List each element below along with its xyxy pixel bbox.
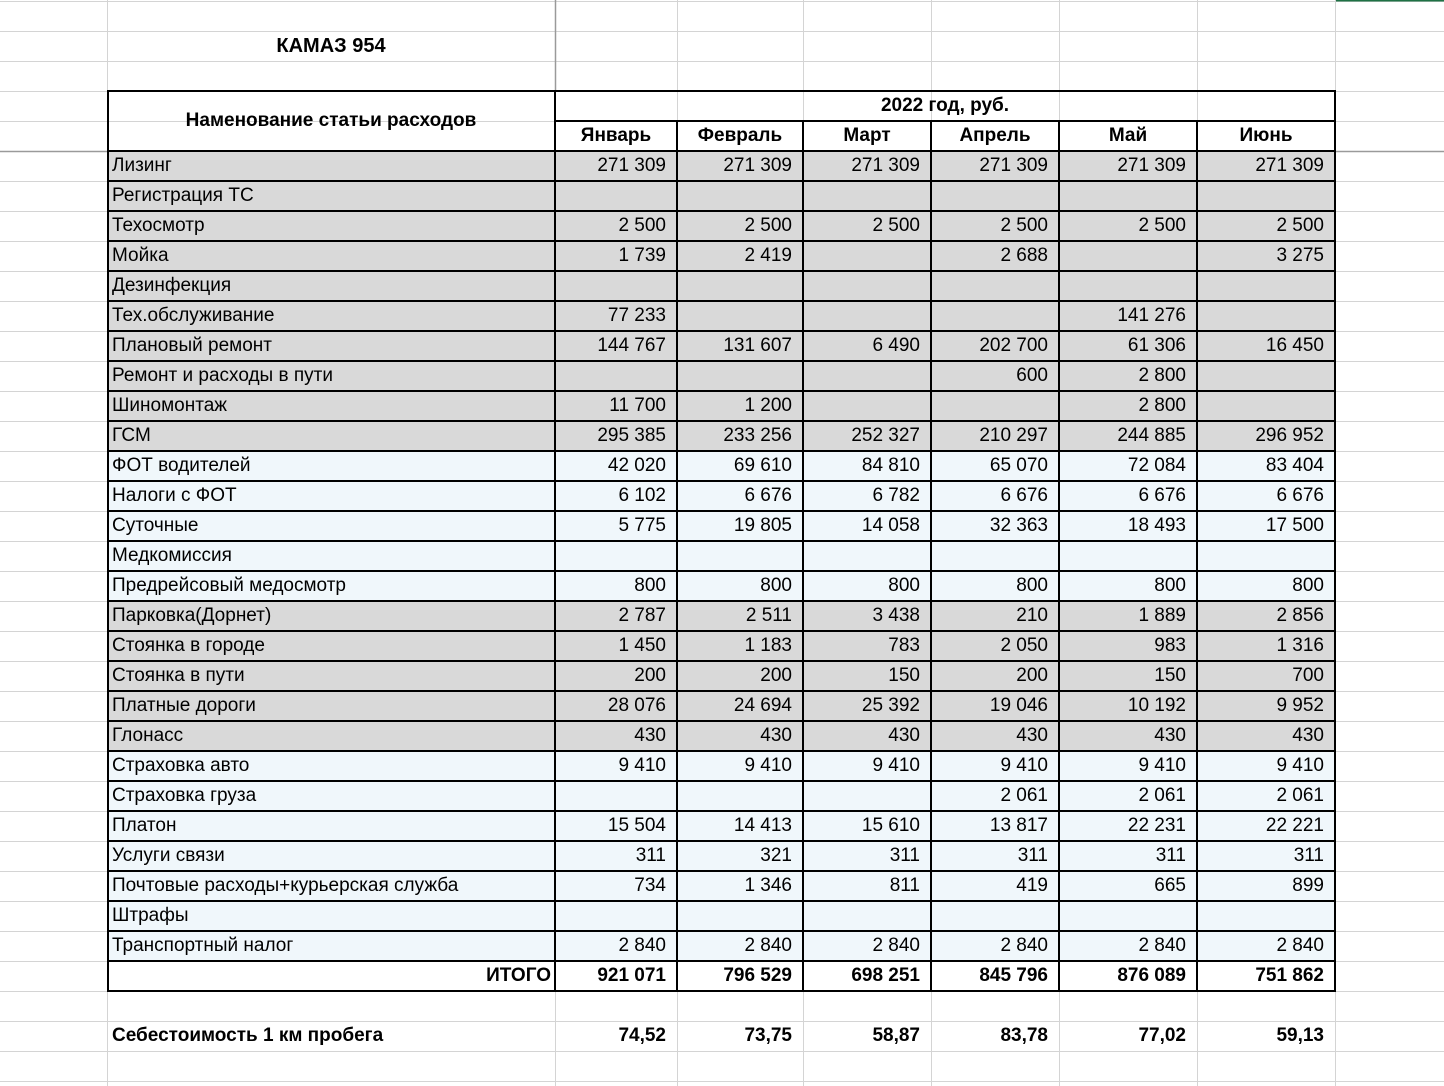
row-value[interactable]: 311	[1293, 845, 1324, 866]
row-value[interactable]: 200	[634, 665, 666, 686]
row-value[interactable]: 1 450	[618, 635, 666, 656]
row-value[interactable]	[1197, 391, 1335, 421]
row-value[interactable]: 22 231	[1127, 815, 1186, 836]
row-value[interactable]: 3 275	[1276, 245, 1324, 266]
row-value[interactable]: 141 276	[1117, 305, 1186, 326]
row-value[interactable]: 2 061	[1276, 785, 1324, 806]
row-label[interactable]: Услуги связи	[112, 845, 225, 866]
table-border-h	[107, 930, 1335, 932]
table-border-h	[107, 840, 1335, 842]
row-value[interactable]: 430	[634, 725, 666, 746]
row-value[interactable]: 2 800	[1138, 395, 1186, 416]
table-border-v	[802, 121, 804, 992]
row-label[interactable]: ФОТ водителей	[112, 455, 251, 476]
row-value[interactable]	[1059, 241, 1197, 271]
row-value[interactable]: 800	[1016, 575, 1048, 596]
row-value[interactable]: 2 500	[1000, 215, 1048, 236]
row-value[interactable]: 61 306	[1127, 335, 1186, 356]
row-value[interactable]	[677, 901, 803, 931]
table-border-h	[107, 540, 1335, 542]
row-value[interactable]: 200	[1016, 665, 1048, 686]
row-label[interactable]: Техосмотр	[112, 215, 205, 236]
row-label[interactable]: Суточные	[112, 515, 199, 536]
row-value[interactable]: 77 233	[607, 305, 666, 326]
row-value[interactable]: 210	[1016, 605, 1048, 626]
row-value[interactable]: 296 952	[1255, 425, 1324, 446]
row-value[interactable]: 600	[1016, 365, 1048, 386]
row-label[interactable]: Тех.обслуживание	[112, 305, 275, 326]
total-value[interactable]: 845 796	[979, 965, 1048, 986]
row-value[interactable]: 3 438	[872, 605, 920, 626]
table-border-h	[107, 510, 1335, 512]
row-value[interactable]: 430	[1292, 725, 1324, 746]
row-label[interactable]: Ремонт и расходы в пути	[112, 365, 333, 386]
table-border-h	[107, 180, 1335, 182]
row-value[interactable]	[555, 361, 677, 391]
row-value[interactable]: 19 046	[989, 695, 1048, 716]
row-value[interactable]: 32 363	[989, 515, 1048, 536]
row-value[interactable]	[677, 541, 803, 571]
table-border-v	[930, 121, 932, 992]
table-border-h	[107, 210, 1335, 212]
table-border-v	[554, 90, 556, 992]
header-month[interactable]: Июнь	[1239, 125, 1293, 146]
row-label[interactable]: Платные дороги	[112, 695, 256, 716]
row-value[interactable]: 800	[1154, 575, 1186, 596]
row-value[interactable]: 244 885	[1117, 425, 1186, 446]
table-border-h	[107, 780, 1335, 782]
header-item-name[interactable]: Наменование статьи расходов	[185, 110, 477, 131]
row-value[interactable]: 783	[888, 635, 920, 656]
row-value[interactable]: 24 694	[733, 695, 792, 716]
row-value[interactable]: 200	[760, 665, 792, 686]
row-label[interactable]: Медкомиссия	[112, 545, 232, 566]
table-border-h	[107, 990, 1335, 992]
row-value[interactable]: 13 817	[989, 815, 1048, 836]
row-value[interactable]: 6 102	[618, 485, 666, 506]
row-value[interactable]: 18 493	[1127, 515, 1186, 536]
row-value[interactable]: 2 419	[744, 245, 792, 266]
cost-per-km-value[interactable]: 73,75	[744, 1025, 792, 1046]
row-value[interactable]: 800	[760, 575, 792, 596]
row-value[interactable]	[1059, 541, 1197, 571]
row-value[interactable]	[1197, 271, 1335, 301]
row-value[interactable]: 2 840	[1000, 935, 1048, 956]
row-value[interactable]: 899	[1292, 875, 1324, 896]
table-border-v	[676, 121, 678, 992]
row-value[interactable]: 9 952	[1276, 695, 1324, 716]
row-label[interactable]: Предрейсовый медосмотр	[112, 575, 346, 596]
row-value[interactable]: 271 309	[1255, 155, 1324, 176]
row-value[interactable]: 2 856	[1276, 605, 1324, 626]
row-value[interactable]: 2 500	[1276, 215, 1324, 236]
row-value[interactable]	[1197, 901, 1335, 931]
total-value[interactable]: 751 862	[1255, 965, 1324, 986]
table-border-h	[107, 750, 1335, 752]
row-value[interactable]	[803, 241, 931, 271]
row-value[interactable]: 2 050	[1000, 635, 1048, 656]
table-border-h	[107, 240, 1335, 242]
table-border-h	[107, 660, 1335, 662]
row-value[interactable]: 800	[1292, 575, 1324, 596]
row-label[interactable]: Глонасс	[112, 725, 184, 746]
row-value[interactable]: 311	[1155, 845, 1186, 866]
row-value[interactable]: 271 309	[723, 155, 792, 176]
row-value[interactable]: 430	[760, 725, 792, 746]
table-border-h	[107, 300, 1335, 302]
row-value[interactable]	[803, 361, 931, 391]
row-value[interactable]	[803, 181, 931, 211]
row-value[interactable]: 9 410	[744, 755, 792, 776]
row-value[interactable]: 734	[634, 875, 666, 896]
row-label[interactable]: Транспортный налог	[112, 935, 294, 956]
table-border-v	[107, 90, 109, 992]
row-value[interactable]	[555, 781, 677, 811]
header-month[interactable]: Январь	[580, 125, 652, 146]
cost-per-km-value[interactable]: 83,78	[1000, 1025, 1048, 1046]
row-label[interactable]: Стоянка в городе	[112, 635, 265, 656]
row-label[interactable]: Плановый ремонт	[112, 335, 272, 356]
row-value[interactable]: 69 610	[733, 455, 792, 476]
row-value[interactable]	[1197, 541, 1335, 571]
row-value[interactable]: 419	[1016, 875, 1048, 896]
row-value[interactable]: 430	[888, 725, 920, 746]
row-value[interactable]: 311	[889, 845, 920, 866]
row-value[interactable]: 2 511	[745, 605, 792, 626]
row-value[interactable]: 14 413	[733, 815, 792, 836]
row-value[interactable]: 25 392	[861, 695, 920, 716]
total-value[interactable]: 796 529	[723, 965, 792, 986]
row-value[interactable]	[555, 541, 677, 571]
row-value[interactable]: 1 346	[744, 875, 792, 896]
row-value[interactable]: 2 840	[1276, 935, 1324, 956]
table-border-h	[107, 720, 1335, 722]
row-value[interactable]: 2 787	[618, 605, 666, 626]
row-value[interactable]: 84 810	[861, 455, 920, 476]
row-value[interactable]: 9 410	[872, 755, 920, 776]
table-border-v	[1058, 121, 1060, 992]
table-border-h	[107, 420, 1335, 422]
row-value[interactable]: 14 058	[861, 515, 920, 536]
row-value[interactable]: 2 800	[1138, 365, 1186, 386]
row-value[interactable]: 311	[635, 845, 666, 866]
row-value[interactable]: 2 500	[744, 215, 792, 236]
row-value[interactable]: 430	[1016, 725, 1048, 746]
row-value[interactable]: 271 309	[597, 155, 666, 176]
row-value[interactable]: 1 889	[1138, 605, 1186, 626]
row-value[interactable]	[677, 361, 803, 391]
row-label[interactable]: Страховка груза	[112, 785, 257, 806]
row-value[interactable]	[555, 181, 677, 211]
row-value[interactable]: 311	[1017, 845, 1048, 866]
row-label[interactable]: Парковка(Дорнет)	[112, 605, 272, 626]
table-border-h	[107, 330, 1335, 332]
row-value[interactable]: 6 490	[872, 335, 920, 356]
cost-per-km-value[interactable]: 74,52	[618, 1025, 666, 1046]
row-value[interactable]: 1 739	[618, 245, 666, 266]
row-value[interactable]: 9 410	[1276, 755, 1324, 776]
table-border-h	[107, 600, 1335, 602]
row-label[interactable]: Страховка авто	[112, 755, 250, 776]
table-border-v	[1196, 121, 1198, 992]
row-value[interactable]	[677, 301, 803, 331]
row-value[interactable]: 233 256	[723, 425, 792, 446]
row-value[interactable]: 2 840	[872, 935, 920, 956]
row-value[interactable]: 252 327	[851, 425, 920, 446]
row-value[interactable]	[677, 271, 803, 301]
row-value[interactable]: 2 500	[872, 215, 920, 236]
table-border-h	[107, 450, 1335, 452]
table-border-h	[555, 120, 1335, 122]
row-value[interactable]: 321	[760, 845, 792, 866]
row-value[interactable]	[803, 541, 931, 571]
row-value[interactable]: 9 410	[1000, 755, 1048, 776]
row-value[interactable]: 271 309	[979, 155, 1048, 176]
table-border-h	[107, 810, 1335, 812]
row-value[interactable]: 2 061	[1138, 785, 1186, 806]
sheet-title[interactable]: КАМАЗ 954	[276, 35, 386, 57]
header-month[interactable]: Март	[843, 125, 891, 146]
row-value[interactable]: 10 192	[1127, 695, 1186, 716]
row-value[interactable]: 210 297	[979, 425, 1048, 446]
cost-per-km-value[interactable]: 77,02	[1138, 1025, 1186, 1046]
row-value[interactable]: 131 607	[723, 335, 792, 356]
table-border-h	[107, 630, 1335, 632]
row-value[interactable]: 150	[1154, 665, 1186, 686]
row-value[interactable]: 1 316	[1276, 635, 1324, 656]
header-month[interactable]: Май	[1108, 125, 1148, 146]
row-value[interactable]: 665	[1154, 875, 1186, 896]
total-value[interactable]: 921 071	[597, 965, 666, 986]
total-label[interactable]: ИТОГО	[486, 965, 551, 986]
row-label[interactable]: Мойка	[112, 245, 169, 266]
table-border-h	[107, 90, 1335, 92]
row-label[interactable]: Дезинфекция	[112, 275, 232, 296]
row-value[interactable]: 295 385	[597, 425, 666, 446]
row-value[interactable]	[1059, 181, 1197, 211]
header-month[interactable]: Апрель	[959, 125, 1031, 146]
row-value[interactable]	[1059, 901, 1197, 931]
row-value[interactable]	[931, 271, 1059, 301]
row-value[interactable]: 15 610	[861, 815, 920, 836]
cost-per-km-value[interactable]: 59,13	[1276, 1025, 1324, 1046]
row-value[interactable]: 2 500	[618, 215, 666, 236]
row-value[interactable]	[677, 181, 803, 211]
row-value[interactable]: 2 688	[1000, 245, 1048, 266]
table-border-h	[107, 270, 1335, 272]
row-value[interactable]: 144 767	[597, 335, 666, 356]
row-value[interactable]: 17 500	[1265, 515, 1324, 536]
row-value[interactable]	[803, 271, 931, 301]
row-value[interactable]	[803, 391, 931, 421]
table-border-h	[107, 390, 1335, 392]
row-label[interactable]: Налоги с ФОТ	[112, 485, 237, 506]
row-label[interactable]: Платон	[112, 815, 177, 836]
table-border-h	[107, 360, 1335, 362]
row-value[interactable]: 430	[1154, 725, 1186, 746]
table-border-v	[1334, 90, 1336, 992]
row-value[interactable]	[931, 301, 1059, 331]
row-value[interactable]: 2 840	[1138, 935, 1186, 956]
row-value[interactable]: 65 070	[989, 455, 1048, 476]
row-value[interactable]: 2 500	[1138, 215, 1186, 236]
row-value[interactable]: 1 183	[744, 635, 792, 656]
row-value[interactable]: 271 309	[1117, 155, 1186, 176]
row-value[interactable]: 11 700	[609, 395, 666, 416]
row-value[interactable]: 6 676	[1276, 485, 1324, 506]
row-label[interactable]: Регистрация ТС	[112, 185, 254, 206]
row-value[interactable]	[1059, 271, 1197, 301]
row-value[interactable]: 19 805	[733, 515, 792, 536]
table-border-h	[107, 870, 1335, 872]
row-value[interactable]	[555, 271, 677, 301]
row-value[interactable]: 6 676	[1000, 485, 1048, 506]
row-value[interactable]: 202 700	[979, 335, 1048, 356]
row-value[interactable]: 83 404	[1265, 455, 1324, 476]
total-value[interactable]: 876 089	[1117, 965, 1186, 986]
row-value[interactable]: 6 676	[1138, 485, 1186, 506]
row-value[interactable]: 2 840	[618, 935, 666, 956]
row-label[interactable]: Почтовые расходы+курьерская служба	[112, 875, 459, 896]
row-value[interactable]: 72 084	[1127, 455, 1186, 476]
row-value[interactable]: 6 676	[744, 485, 792, 506]
total-value[interactable]: 698 251	[851, 965, 920, 986]
row-value[interactable]	[931, 541, 1059, 571]
row-value[interactable]: 9 410	[1138, 755, 1186, 776]
table-border-h	[107, 900, 1335, 902]
row-value[interactable]	[555, 901, 677, 931]
row-value[interactable]	[1197, 301, 1335, 331]
row-value[interactable]	[931, 181, 1059, 211]
row-label[interactable]: Лизинг	[112, 155, 172, 176]
table-border-h	[107, 150, 1335, 152]
row-value[interactable]	[803, 781, 931, 811]
table-border-h	[107, 960, 1335, 962]
header-year[interactable]: 2022 год, руб.	[880, 95, 1010, 116]
cost-per-km-value[interactable]: 58,87	[872, 1025, 920, 1046]
row-value[interactable]: 9 410	[618, 755, 666, 776]
row-value[interactable]: 800	[634, 575, 666, 596]
row-value[interactable]: 28 076	[607, 695, 666, 716]
row-value[interactable]	[803, 901, 931, 931]
row-label[interactable]: Стоянка в пути	[112, 665, 245, 686]
row-value[interactable]: 800	[888, 575, 920, 596]
row-value[interactable]: 2 061	[1000, 785, 1048, 806]
row-value[interactable]	[931, 391, 1059, 421]
row-value[interactable]	[677, 781, 803, 811]
row-value[interactable]: 5 775	[618, 515, 666, 536]
cost-per-km-label[interactable]: Себестоимость 1 км пробега	[112, 1025, 384, 1046]
row-label[interactable]: Шиномонтаж	[112, 395, 227, 416]
row-label[interactable]: ГСМ	[112, 425, 151, 446]
row-value[interactable]: 2 840	[744, 935, 792, 956]
row-value[interactable]	[1197, 361, 1335, 391]
row-value[interactable]: 700	[1292, 665, 1324, 686]
row-value[interactable]	[1197, 181, 1335, 211]
row-value[interactable]: 6 782	[872, 485, 920, 506]
table-border-h	[107, 480, 1335, 482]
row-value[interactable]: 42 020	[607, 455, 666, 476]
row-label[interactable]: Штрафы	[112, 905, 189, 926]
table-border-h	[107, 690, 1335, 692]
row-value[interactable]: 1 200	[744, 395, 792, 416]
header-month[interactable]: Февраль	[697, 125, 783, 146]
row-value[interactable]: 983	[1154, 635, 1186, 656]
row-value[interactable]: 271 309	[851, 155, 920, 176]
row-value[interactable]: 150	[888, 665, 920, 686]
table-border-h	[107, 570, 1335, 572]
row-value[interactable]: 15 504	[607, 815, 666, 836]
row-value[interactable]: 811	[889, 875, 920, 896]
row-value[interactable]	[931, 901, 1059, 931]
row-value[interactable]: 22 221	[1265, 815, 1324, 836]
row-value[interactable]: 16 450	[1265, 335, 1324, 356]
row-value[interactable]	[803, 301, 931, 331]
